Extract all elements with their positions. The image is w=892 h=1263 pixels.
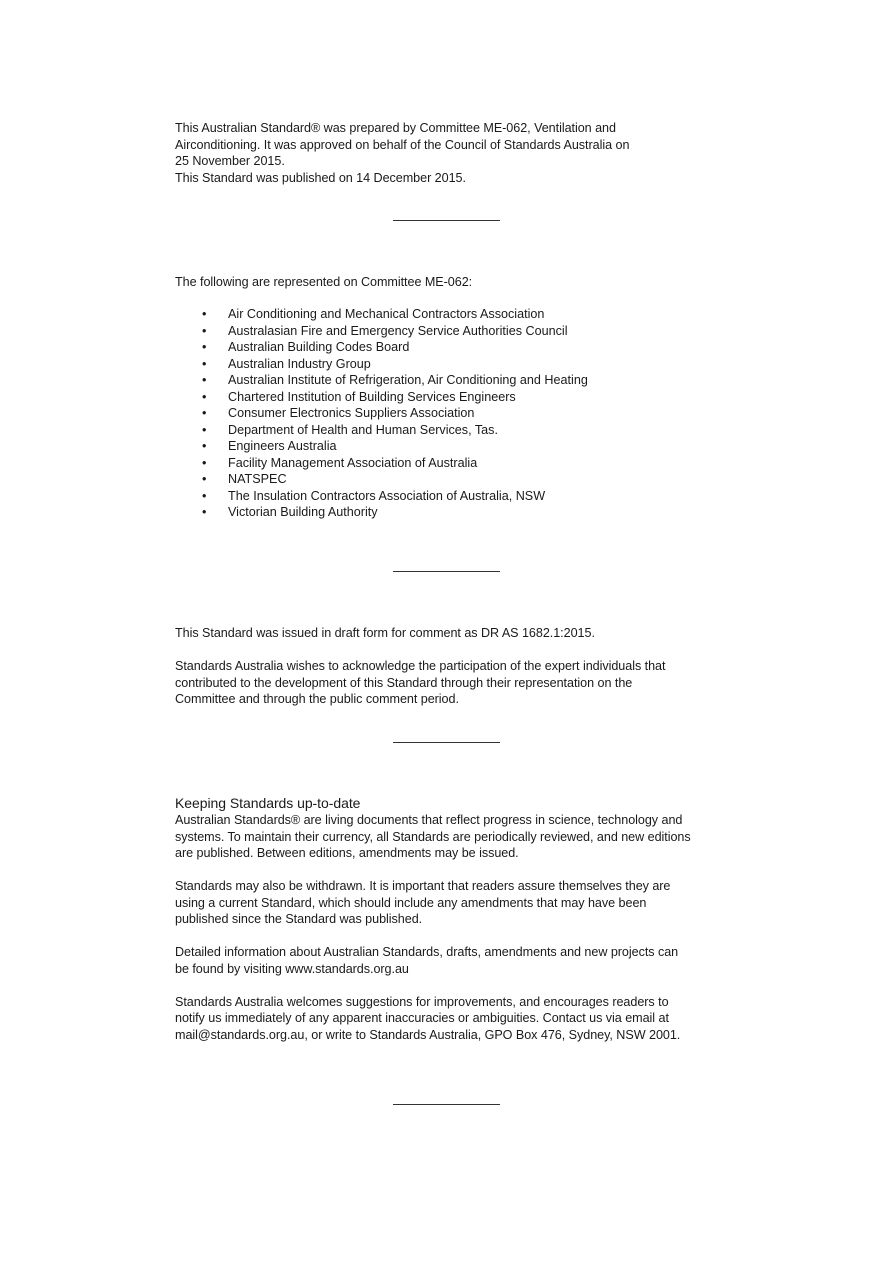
member-name: Consumer Electronics Suppliers Association: [228, 406, 475, 420]
address-text: , or write to Standards Australia, GPO Box 476, Sydney, NSW 2001.: [304, 1027, 681, 1042]
member-name: Australian Building Codes Board: [228, 340, 410, 354]
preparation-line: This Australian Standard® was prepared by Committee ME-062, Ventilation and: [175, 121, 616, 135]
list-item: [175, 455, 588, 472]
paragraph-line: Detailed information about Australian Standards, drafts, amendments and new projects can: [175, 945, 679, 959]
paragraph-line: Australian Standards® are living documents that reflect progress in science, technology and: [175, 813, 683, 827]
member-name: Engineers Australia: [228, 439, 337, 453]
visit-prefix: be found by visiting: [175, 961, 286, 976]
member-name: NATSPEC: [228, 472, 287, 486]
committee-intro: [175, 274, 735, 291]
website-link[interactable]: www.standards.org.au: [285, 961, 409, 976]
section-divider: [393, 742, 500, 743]
bullet-icon: •: [202, 422, 207, 437]
list-item: [175, 372, 588, 389]
paragraph-line: Standards may also be withdrawn. It is important that readers assure themselves they are: [175, 879, 671, 893]
list-item: [175, 438, 588, 455]
list-item: [175, 422, 588, 439]
paragraph-line: are published. Between editions, amendments may be issued.: [175, 846, 519, 860]
preparation-line: Airconditioning. It was approved on behalf of the Council of Standards Australia on: [175, 137, 630, 152]
section-heading: Keeping Standards up-to-date: [175, 795, 361, 811]
paragraph-line: published since the Standard was published.: [175, 912, 423, 926]
publication-date-line: This Standard was published on 14 December 2015.: [175, 170, 466, 185]
paragraph-line: systems. To maintain their currency, all Standards are periodically reviewed, and new editions: [175, 829, 691, 844]
bullet-icon: •: [202, 439, 207, 453]
member-name: Chartered Institution of Building Services Engineers: [228, 389, 516, 404]
acknowledgement-line: Standards Australia wishes to acknowledge the participation of the expert individuals that: [175, 659, 666, 673]
section-divider: [393, 1104, 500, 1105]
draft-section: [175, 625, 735, 708]
preparation-statement: [175, 120, 735, 186]
section-divider: [393, 571, 500, 572]
member-name: Australian Industry Group: [228, 356, 371, 371]
keeping-standards-section: [175, 795, 735, 1043]
list-item: [175, 405, 588, 422]
draft-issued-text: This Standard was issued in draft form for comment as DR AS 1682.1:2015.: [175, 626, 595, 640]
member-name: The Insulation Contractors Association of Australia, NSW: [228, 488, 546, 503]
committee-intro-text: The following are represented on Committee ME-062:: [175, 275, 473, 289]
member-name: Australasian Fire and Emergency Service Authorities Council: [228, 323, 568, 338]
list-item: [175, 306, 588, 323]
committee-members-list: [175, 306, 588, 521]
member-name: Department of Health and Human Services, Tas.: [228, 422, 498, 437]
bullet-icon: •: [202, 307, 207, 321]
list-item: [175, 488, 588, 505]
list-item: [175, 504, 588, 521]
paragraph-line: [175, 1027, 735, 1044]
bullet-icon: •: [202, 323, 207, 338]
bullet-icon: •: [202, 373, 207, 387]
bullet-icon: •: [202, 340, 207, 354]
section-divider: [393, 220, 500, 221]
list-item: [175, 389, 588, 406]
acknowledgement-line: Committee and through the public comment period.: [175, 692, 459, 706]
paragraph-line: using a current Standard, which should include any amendments that may have been: [175, 895, 647, 910]
member-name: Facility Management Association of Australia: [228, 455, 478, 470]
bullet-icon: •: [202, 455, 207, 470]
list-item: [175, 471, 588, 488]
bullet-icon: •: [202, 505, 207, 519]
bullet-icon: •: [202, 488, 207, 503]
paragraph-line: notify us immediately of any apparent inaccuracies or ambiguities. Contact us via email at: [175, 1011, 669, 1025]
bullet-icon: •: [202, 389, 207, 404]
member-name: Air Conditioning and Mechanical Contractors Association: [228, 307, 545, 321]
email-link[interactable]: mail@standards.org.au: [175, 1027, 305, 1042]
preparation-line: 25 November 2015.: [175, 154, 285, 168]
member-name: Australian Institute of Refrigeration, Air Conditioning and Heating: [228, 373, 588, 387]
paragraph-line: [175, 961, 735, 978]
list-item: [175, 323, 588, 340]
bullet-icon: •: [202, 406, 207, 420]
paragraph-line: Standards Australia welcomes suggestions for improvements, and encourages readers to: [175, 994, 669, 1009]
bullet-icon: •: [202, 472, 207, 486]
member-name: Victorian Building Authority: [228, 505, 378, 519]
acknowledgement-line: contributed to the development of this Standard through their representation on the: [175, 675, 633, 690]
list-item: [175, 339, 588, 356]
list-item: [175, 356, 588, 373]
bullet-icon: •: [202, 356, 207, 371]
